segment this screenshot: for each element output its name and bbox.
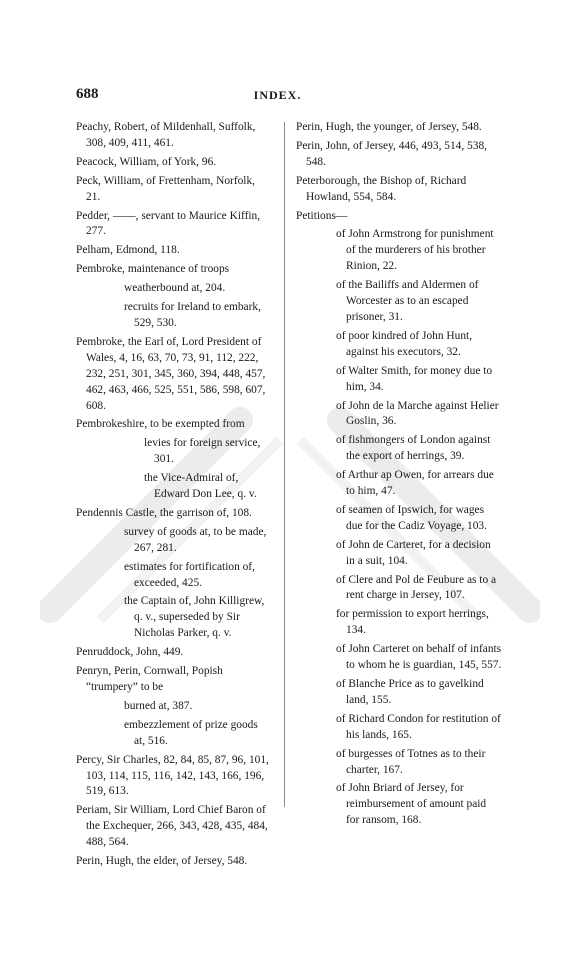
- index-subentry: survey of goods at, to be made, 267, 281.: [124, 525, 267, 554]
- index-subentry: of Blanche Price as to gavelkind land, 155.: [336, 678, 484, 706]
- index-column-right: [296, 120, 502, 832]
- index-entry: Penruddock, John, 449.: [76, 646, 184, 659]
- index-subentry: of the Bailiffs and Aldermen of Worcester as to an escaped prisoner, 31.: [336, 279, 479, 323]
- index-subentry: of John Armstrong for punishment of the murderers of his brother Rinion, 22.: [336, 228, 494, 273]
- index-subentry: the Vice-Admiral of, Edward Don Lee, q. v.: [144, 472, 257, 501]
- index-subentry: of burgesses of Totnes as to their charter, 167.: [336, 747, 486, 776]
- index-subentry: of Clere and Pol de Feubure as to a rent charge in Jersey, 107.: [336, 573, 497, 602]
- index-entry: Pembroke, the Earl of, Lord President of Wales, 4, 16, 63, 70, 73, 91, 112, 222, 232, 251, 301, 345, 360, 394, 448, 457, 462, 463, 466, 525, 551, 586, 598, 607, 608.: [76, 335, 266, 412]
- index-subentry: of Walter Smith, for money due to him, 34.: [336, 364, 493, 393]
- index-entry: Peacock, William, of York, 96.: [76, 155, 217, 168]
- index-entry: Perin, John, of Jersey, 446, 493, 514, 538, 548.: [296, 139, 487, 168]
- index-subentry: the Captain of, John Killigrew, q. v., superseded by Sir Nicholas Parker, q. v.: [124, 595, 265, 640]
- index-subentry: estimates for fortification of, exceeded, 425.: [124, 560, 255, 589]
- column-divider: [284, 122, 285, 807]
- index-subentry: of John Carteret on behalf of infants to whom he is guardian, 145, 557.: [336, 643, 502, 672]
- index-subentry: of John de Carteret, for a decision in a suit, 104.: [336, 538, 491, 567]
- page-number: 688: [76, 86, 99, 102]
- index-entry: Peck, William, of Frettenham, Norfolk, 21.: [76, 174, 256, 203]
- index-subentry: embezzlement of prize goods at, 516.: [124, 718, 258, 747]
- index-subentry: for permission to export herrings, 134.: [336, 608, 489, 637]
- index-entry: Pembrokeshire, to be exempted from: [76, 418, 245, 431]
- index-subentry: of poor kindred of John Hunt, against his executors, 32.: [336, 329, 473, 358]
- index-entry: Periam, Sir William, Lord Chief Baron of the Exchequer, 266, 343, 428, 435, 484, 488, 564.: [76, 804, 268, 849]
- index-entry: Pembroke, maintenance of troops: [76, 263, 230, 276]
- index-entry: Penryn, Perin, Cornwall, Popish “trumpery” to be: [76, 665, 223, 693]
- running-head: INDEX.: [253, 88, 302, 102]
- index-entry: Petitions—: [296, 209, 348, 222]
- page-header: [76, 86, 479, 108]
- index-column-left: [76, 120, 269, 873]
- index-subentry: burned at, 387.: [124, 699, 193, 712]
- index-subentry: of John de la Marche against Helier Goslin, 36.: [336, 399, 499, 428]
- index-entry: Pedder, ——, servant to Maurice Kiffin, 277.: [76, 209, 261, 238]
- index-entry: Peterborough, the Bishop of, Richard Howland, 554, 584.: [296, 174, 467, 203]
- index-subentry: of fishmongers of London against the export of herrings, 39.: [336, 434, 491, 463]
- index-subentry: of Arthur ap Owen, for arrears due to him, 47.: [336, 469, 494, 498]
- index-subentry: of John Briard of Jersey, for reimbursement of amount paid for ransom, 168.: [336, 782, 487, 827]
- index-subentry: of Richard Condon for restitution of his lands, 165.: [336, 712, 501, 741]
- index-subentry: weatherbound at, 204.: [124, 282, 226, 295]
- index-entry: Pelham, Edmond, 118.: [76, 244, 180, 257]
- index-subentry: recruits for Ireland to embark, 529, 530.: [124, 301, 261, 329]
- index-entry: Percy, Sir Charles, 82, 84, 85, 87, 96, 101, 103, 114, 115, 116, 142, 143, 166, 196, 519, 613.: [76, 753, 269, 798]
- index-entry: Pendennis Castle, the garrison of, 108.: [76, 506, 252, 519]
- index-entry: Perin, Hugh, the elder, of Jersey, 548.: [76, 855, 248, 868]
- index-subentry: levies for foreign service, 301.: [144, 437, 261, 466]
- index-entry: Peachy, Robert, of Mildenhall, Suffolk, 308, 409, 411, 461.: [76, 121, 256, 149]
- index-subentry: of seamen of Ipswich, for wages due for the Cadiz Voyage, 103.: [336, 503, 487, 532]
- index-entry: Perin, Hugh, the younger, of Jersey, 548.: [296, 121, 482, 133]
